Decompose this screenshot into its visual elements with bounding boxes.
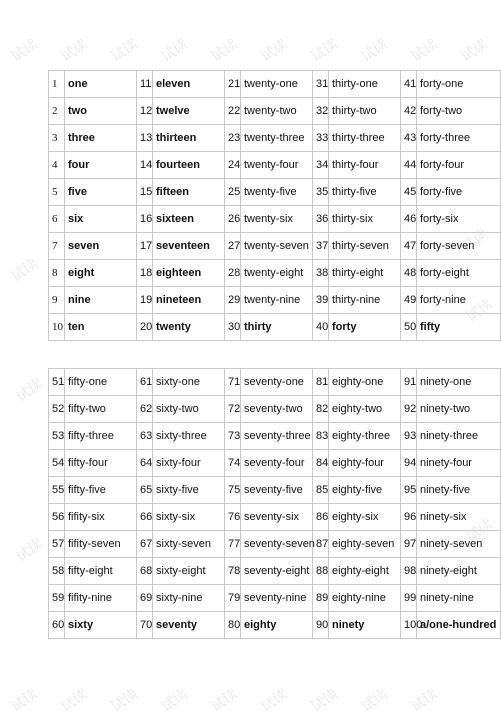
word-cell: eighty xyxy=(241,612,313,639)
word-cell: forty-five xyxy=(417,179,501,206)
word-cell: forty-seven xyxy=(417,233,501,260)
table-row xyxy=(49,612,501,639)
word-cell: one xyxy=(65,71,137,98)
watermark-text: 试读 xyxy=(308,36,341,66)
number-cell: 29 xyxy=(225,287,241,314)
watermark-text: 试读 xyxy=(258,686,291,716)
word-cell: fifty-three xyxy=(65,423,137,450)
number-cell: 30 xyxy=(225,314,241,341)
watermark-text: 试读 xyxy=(308,686,341,716)
watermark-text: 试读 xyxy=(108,36,141,66)
watermark-text: 试读 xyxy=(58,36,91,66)
number-cell: 54 xyxy=(49,450,65,477)
watermark-text: 试读 xyxy=(13,536,46,566)
word-cell: seventy-three xyxy=(241,423,313,450)
number-cell: 98 xyxy=(401,558,417,585)
number-cell: 15 xyxy=(137,179,153,206)
word-cell: eighty-six xyxy=(329,504,401,531)
word-cell: fifty-two xyxy=(65,396,137,423)
table-row xyxy=(49,585,501,612)
word-cell: eighty-one xyxy=(329,369,401,396)
watermark-text: 试读 xyxy=(58,686,91,716)
number-cell: 68 xyxy=(137,558,153,585)
number-cell: 73 xyxy=(225,423,241,450)
word-cell: eighty-nine xyxy=(329,585,401,612)
table-row xyxy=(49,233,501,260)
word-cell: ninety-two xyxy=(417,396,501,423)
word-cell: four xyxy=(65,152,137,179)
word-cell: seventy xyxy=(153,612,225,639)
word-cell: thirty-nine xyxy=(329,287,401,314)
number-cell: 84 xyxy=(313,450,329,477)
word-cell: forty-four xyxy=(417,152,501,179)
word-cell: eighteen xyxy=(153,260,225,287)
word-cell: a/one-hundred xyxy=(417,612,501,639)
number-cell: 14 xyxy=(137,152,153,179)
word-cell: eighty-three xyxy=(329,423,401,450)
number-cell: 22 xyxy=(225,98,241,125)
number-cell: 70 xyxy=(137,612,153,639)
watermark-text: 试读 xyxy=(8,256,41,286)
word-cell: eighty-two xyxy=(329,396,401,423)
number-cell: 43 xyxy=(401,125,417,152)
word-cell: ninety-seven xyxy=(417,531,501,558)
watermark-text: 试读 xyxy=(463,296,496,326)
table-row xyxy=(49,558,501,585)
word-cell: sixty-four xyxy=(153,450,225,477)
watermark-text: 试读 xyxy=(258,36,291,66)
word-cell: ninety-nine xyxy=(417,585,501,612)
table-row xyxy=(49,396,501,423)
number-cell: 51 xyxy=(49,369,65,396)
word-cell: twenty-nine xyxy=(241,287,313,314)
word-cell: sixty-three xyxy=(153,423,225,450)
watermark-text: 试读 xyxy=(8,686,41,716)
word-cell: thirty-seven xyxy=(329,233,401,260)
number-cell: 1 xyxy=(49,71,65,98)
number-cell: 67 xyxy=(137,531,153,558)
table-row xyxy=(49,423,501,450)
table-row xyxy=(49,504,501,531)
number-cell: 80 xyxy=(225,612,241,639)
table-row xyxy=(49,450,501,477)
number-cell: 46 xyxy=(401,206,417,233)
number-cell: 34 xyxy=(313,152,329,179)
word-cell: ninety xyxy=(329,612,401,639)
number-cell: 100 xyxy=(401,612,417,639)
word-cell: fifteen xyxy=(153,179,225,206)
number-cell: 45 xyxy=(401,179,417,206)
number-cell: 48 xyxy=(401,260,417,287)
number-cell: 69 xyxy=(137,585,153,612)
number-cell: 36 xyxy=(313,206,329,233)
word-cell: eight xyxy=(65,260,137,287)
number-cell: 32 xyxy=(313,98,329,125)
word-cell: forty-six xyxy=(417,206,501,233)
number-cell: 39 xyxy=(313,287,329,314)
word-cell: forty xyxy=(329,314,401,341)
word-cell: twenty-three xyxy=(241,125,313,152)
word-cell: fifty-four xyxy=(65,450,137,477)
word-cell: twenty-eight xyxy=(241,260,313,287)
table-row xyxy=(49,152,501,179)
number-cell: 26 xyxy=(225,206,241,233)
word-cell: six xyxy=(65,206,137,233)
word-cell: seventy-nine xyxy=(241,585,313,612)
number-cell: 50 xyxy=(401,314,417,341)
table-row xyxy=(49,71,501,98)
number-cell: 55 xyxy=(49,477,65,504)
watermark-text: 试读 xyxy=(358,36,391,66)
watermark-text: 试读 xyxy=(158,36,191,66)
word-cell: five xyxy=(65,179,137,206)
word-cell: sixty-two xyxy=(153,396,225,423)
word-cell: twenty-one xyxy=(241,71,313,98)
word-cell: eighty-seven xyxy=(329,531,401,558)
word-cell: ninety-eight xyxy=(417,558,501,585)
number-cell: 41 xyxy=(401,71,417,98)
word-cell: twenty-six xyxy=(241,206,313,233)
number-cell: 17 xyxy=(137,233,153,260)
word-cell: twenty xyxy=(153,314,225,341)
number-cell: 64 xyxy=(137,450,153,477)
number-cell: 86 xyxy=(313,504,329,531)
number-cell: 81 xyxy=(313,369,329,396)
numbers-table-1-to-50 xyxy=(48,70,501,341)
table-row xyxy=(49,98,501,125)
word-cell: twenty-four xyxy=(241,152,313,179)
word-cell: thirty-one xyxy=(329,71,401,98)
number-cell: 35 xyxy=(313,179,329,206)
number-cell: 56 xyxy=(49,504,65,531)
watermark-text: 试读 xyxy=(408,36,441,66)
number-cell: 61 xyxy=(137,369,153,396)
word-cell: nine xyxy=(65,287,137,314)
number-cell: 65 xyxy=(137,477,153,504)
watermark-text: 试读 xyxy=(108,686,141,716)
number-cell: 33 xyxy=(313,125,329,152)
word-cell: sixteen xyxy=(153,206,225,233)
number-cell: 12 xyxy=(137,98,153,125)
number-cell: 49 xyxy=(401,287,417,314)
word-cell: seventy-seven xyxy=(241,531,313,558)
number-cell: 27 xyxy=(225,233,241,260)
number-cell: 20 xyxy=(137,314,153,341)
number-cell: 96 xyxy=(401,504,417,531)
number-cell: 88 xyxy=(313,558,329,585)
word-cell: seventy-five xyxy=(241,477,313,504)
word-cell: ninety-six xyxy=(417,504,501,531)
number-cell: 62 xyxy=(137,396,153,423)
word-cell: nineteen xyxy=(153,287,225,314)
number-cell: 94 xyxy=(401,450,417,477)
number-cell: 59 xyxy=(49,585,65,612)
word-cell: eighty-five xyxy=(329,477,401,504)
number-cell: 82 xyxy=(313,396,329,423)
word-cell: eighty-four xyxy=(329,450,401,477)
word-cell: ten xyxy=(65,314,137,341)
table-row xyxy=(49,369,501,396)
number-cell: 31 xyxy=(313,71,329,98)
word-cell: forty-three xyxy=(417,125,501,152)
number-cell: 57 xyxy=(49,531,65,558)
number-cell: 3 xyxy=(49,125,65,152)
word-cell: fifty xyxy=(417,314,501,341)
watermark-text: 试读 xyxy=(13,376,46,406)
number-cell: 19 xyxy=(137,287,153,314)
number-cell: 6 xyxy=(49,206,65,233)
watermark-text: 试读 xyxy=(358,686,391,716)
number-cell: 4 xyxy=(49,152,65,179)
watermark-text: 试读 xyxy=(408,686,441,716)
number-cell: 93 xyxy=(401,423,417,450)
number-cell: 40 xyxy=(313,314,329,341)
number-cell: 52 xyxy=(49,396,65,423)
word-cell: thirty-six xyxy=(329,206,401,233)
number-cell: 63 xyxy=(137,423,153,450)
word-cell: sixty-one xyxy=(153,369,225,396)
table-row xyxy=(49,287,501,314)
watermark-text: 试读 xyxy=(463,516,496,546)
number-cell: 89 xyxy=(313,585,329,612)
number-cell: 91 xyxy=(401,369,417,396)
number-cell: 25 xyxy=(225,179,241,206)
table-row xyxy=(49,531,501,558)
number-cell: 13 xyxy=(137,125,153,152)
word-cell: fifity-nine xyxy=(65,585,137,612)
word-cell: twelve xyxy=(153,98,225,125)
word-cell: ninety-five xyxy=(417,477,501,504)
watermark-text: 试读 xyxy=(158,686,191,716)
number-cell: 87 xyxy=(313,531,329,558)
number-cell: 75 xyxy=(225,477,241,504)
word-cell: forty-eight xyxy=(417,260,501,287)
word-cell: sixty-six xyxy=(153,504,225,531)
word-cell: seventy-one xyxy=(241,369,313,396)
number-cell: 42 xyxy=(401,98,417,125)
word-cell: seventy-eight xyxy=(241,558,313,585)
word-cell: seventy-two xyxy=(241,396,313,423)
numbers-table-51-to-100 xyxy=(48,368,501,639)
number-cell: 10 xyxy=(49,314,65,341)
number-cell: 23 xyxy=(225,125,241,152)
number-cell: 58 xyxy=(49,558,65,585)
word-cell: twenty-seven xyxy=(241,233,313,260)
number-cell: 37 xyxy=(313,233,329,260)
number-cell: 77 xyxy=(225,531,241,558)
word-cell: sixty-five xyxy=(153,477,225,504)
word-cell: sixty-seven xyxy=(153,531,225,558)
watermark-text: 试读 xyxy=(208,36,241,66)
number-cell: 28 xyxy=(225,260,241,287)
number-cell: 24 xyxy=(225,152,241,179)
number-cell: 11 xyxy=(137,71,153,98)
word-cell: thirty-eight xyxy=(329,260,401,287)
table-row xyxy=(49,314,501,341)
number-cell: 47 xyxy=(401,233,417,260)
word-cell: ninety-three xyxy=(417,423,501,450)
watermark-text: 试读 xyxy=(458,36,491,66)
number-cell: 78 xyxy=(225,558,241,585)
number-cell: 92 xyxy=(401,396,417,423)
word-cell: ninety-one xyxy=(417,369,501,396)
word-cell: ninety-four xyxy=(417,450,501,477)
number-cell: 90 xyxy=(313,612,329,639)
number-cell: 76 xyxy=(225,504,241,531)
word-cell: thirty-three xyxy=(329,125,401,152)
number-cell: 18 xyxy=(137,260,153,287)
word-cell: fourteen xyxy=(153,152,225,179)
table-row xyxy=(49,206,501,233)
number-cell: 38 xyxy=(313,260,329,287)
number-cell: 9 xyxy=(49,287,65,314)
number-cell: 97 xyxy=(401,531,417,558)
word-cell: forty-nine xyxy=(417,287,501,314)
word-cell: seven xyxy=(65,233,137,260)
word-cell: thirty-five xyxy=(329,179,401,206)
number-cell: 83 xyxy=(313,423,329,450)
word-cell: two xyxy=(65,98,137,125)
word-cell: twenty-five xyxy=(241,179,313,206)
watermark-text: 试读 xyxy=(8,36,41,66)
number-cell: 2 xyxy=(49,98,65,125)
number-cell: 44 xyxy=(401,152,417,179)
table-row xyxy=(49,179,501,206)
word-cell: eleven xyxy=(153,71,225,98)
word-cell: thirteen xyxy=(153,125,225,152)
word-cell: thirty-two xyxy=(329,98,401,125)
watermark-text: 试读 xyxy=(458,226,491,256)
word-cell: seventeen xyxy=(153,233,225,260)
word-cell: thirty-four xyxy=(329,152,401,179)
number-cell: 85 xyxy=(313,477,329,504)
word-cell: sixty-nine xyxy=(153,585,225,612)
number-cell: 21 xyxy=(225,71,241,98)
word-cell: fifty-eight xyxy=(65,558,137,585)
number-cell: 16 xyxy=(137,206,153,233)
word-cell: fifity-seven xyxy=(65,531,137,558)
watermark-text: 试读 xyxy=(208,686,241,716)
table-row xyxy=(49,260,501,287)
word-cell: fifty-five xyxy=(65,477,137,504)
word-cell: three xyxy=(65,125,137,152)
number-cell: 8 xyxy=(49,260,65,287)
number-cell: 79 xyxy=(225,585,241,612)
word-cell: eighty-eight xyxy=(329,558,401,585)
number-cell: 74 xyxy=(225,450,241,477)
number-cell: 7 xyxy=(49,233,65,260)
number-cell: 95 xyxy=(401,477,417,504)
number-cell: 66 xyxy=(137,504,153,531)
word-cell: fifity-six xyxy=(65,504,137,531)
word-cell: fifty-one xyxy=(65,369,137,396)
word-cell: forty-one xyxy=(417,71,501,98)
table-row xyxy=(49,125,501,152)
word-cell: seventy-four xyxy=(241,450,313,477)
number-cell: 5 xyxy=(49,179,65,206)
word-cell: seventy-six xyxy=(241,504,313,531)
number-cell: 99 xyxy=(401,585,417,612)
word-cell: thirty xyxy=(241,314,313,341)
table-row xyxy=(49,477,501,504)
word-cell: twenty-two xyxy=(241,98,313,125)
number-cell: 72 xyxy=(225,396,241,423)
number-cell: 60 xyxy=(49,612,65,639)
number-cell: 71 xyxy=(225,369,241,396)
number-cell: 53 xyxy=(49,423,65,450)
word-cell: sixty xyxy=(65,612,137,639)
word-cell: sixty-eight xyxy=(153,558,225,585)
word-cell: forty-two xyxy=(417,98,501,125)
